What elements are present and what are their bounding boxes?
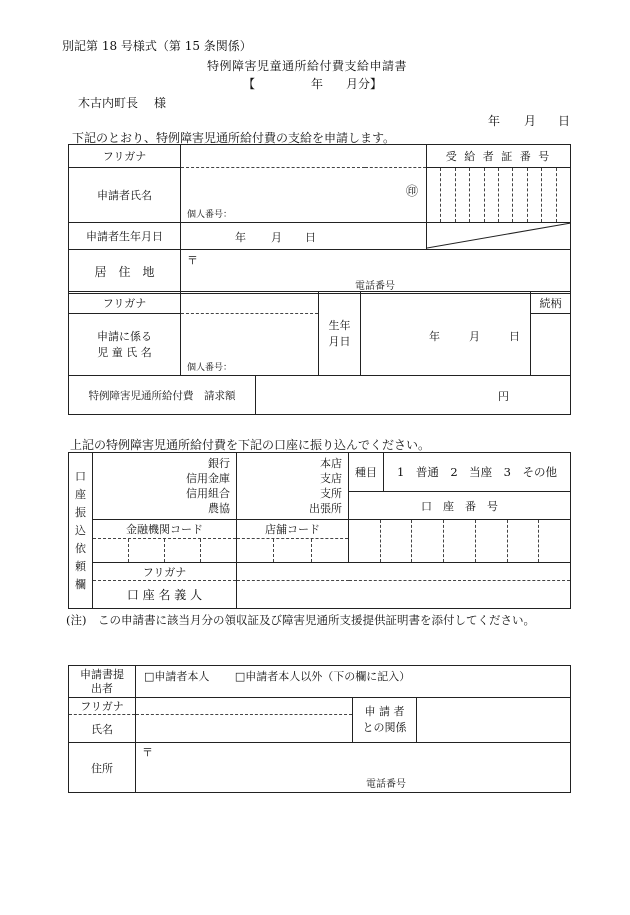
bank-intro: 上記の特例障害児通所給付費を下記の口座に振り込んでください。 (70, 438, 431, 452)
account-kind-label: 種目 (349, 453, 384, 491)
applicant-phone-label: 電話番号 (355, 281, 395, 292)
form-title: 特例障害児童通所給付費支給申請書 (207, 59, 408, 73)
cert-number-boxes[interactable] (427, 168, 571, 223)
period-open: 【 (243, 77, 256, 91)
relation-line2: との関係 (362, 721, 407, 734)
relation-line1: 申 請 者 (364, 705, 405, 718)
date-year: 年 (488, 114, 501, 128)
bank-type: 信用組合 (186, 487, 230, 500)
birth-month: 月 (271, 231, 282, 244)
side-char: 頼 (75, 559, 86, 573)
child-birth-line2: 月日 (328, 334, 351, 348)
date-month: 月 (524, 114, 537, 128)
form-reference: 別記第 18 号様式（第 15 条関係） (62, 39, 252, 53)
side-char: 欄 (75, 577, 86, 591)
submitter-address-label: 住所 (69, 743, 136, 793)
bank-type: 農協 (208, 502, 230, 515)
cert-number-label: 受 給 者 証 番 号 (427, 145, 571, 168)
institution-code-label: 金融機関コード (93, 520, 236, 539)
birth-year: 年 (235, 231, 246, 244)
child-birth-line1: 生年 (328, 318, 351, 332)
child-furigana-field[interactable] (181, 292, 319, 314)
account-number-label: 口 座 番 号 (421, 499, 498, 513)
account-kind-options[interactable]: 1 普通 2 当座 3 その他 (397, 465, 557, 479)
applicant-birth-field[interactable] (181, 223, 427, 250)
submitter-postal-mark: 〒 (142, 746, 153, 759)
applicant-birth-label: 申請者生年月日 (69, 223, 181, 250)
side-char: 振 (75, 505, 86, 519)
child-name-label (69, 314, 181, 376)
address-field[interactable] (181, 250, 571, 294)
child-birth-day: 日 (509, 330, 520, 343)
period-month: 月分】 (346, 77, 383, 91)
option-self-checkbox[interactable]: □申請者本人 (144, 670, 210, 683)
relation-to-applicant-label (353, 698, 417, 743)
diagonal-cell (427, 223, 571, 250)
relation-label: 続柄 (531, 292, 571, 314)
child-birth-label (319, 292, 361, 376)
child-personal-number-label: 個人番号： (187, 363, 233, 373)
side-char: 込 (75, 523, 86, 537)
bank-type: 信用金庫 (186, 472, 230, 485)
child-table (68, 291, 571, 415)
submitter-address-field[interactable] (136, 743, 571, 793)
addressee: 木古内町長 (78, 96, 139, 110)
holder-field[interactable] (237, 581, 571, 609)
child-furigana-label: フリガナ (69, 292, 181, 314)
relation-to-applicant-field[interactable] (417, 698, 571, 743)
submitter-label-line2: 出者 (91, 681, 113, 695)
holder-furigana-field[interactable] (237, 563, 571, 581)
submitter-name-label: 氏名 (69, 715, 136, 743)
option-other-checkbox[interactable]: □申請者本人以外（下の欄に記入） (234, 670, 411, 683)
bank-side-label (69, 453, 93, 609)
branch-code-label: 店舗コード (237, 520, 348, 539)
branch-type: 出張所 (309, 502, 342, 515)
seal-mark: ㊞ (405, 184, 418, 198)
account-number-boxes[interactable] (349, 520, 571, 563)
applicant-table (68, 144, 571, 294)
relation-field[interactable] (531, 314, 571, 376)
holder-furigana-label: フリガナ (93, 563, 237, 581)
child-birth-year: 年 (429, 330, 440, 343)
institution-code-cell[interactable] (93, 520, 237, 563)
child-birth-field[interactable] (361, 292, 531, 376)
branch-type: 本店 (320, 457, 342, 470)
account-kind-cell (349, 453, 571, 520)
applicant-personal-number-label: 個人番号： (187, 210, 233, 220)
branch-type: 支店 (320, 472, 342, 485)
bank-table (68, 452, 571, 609)
submitter-label-line1: 申請書提 (80, 667, 124, 681)
intro-text: 下記のとおり、特例障害児通所給付費の支給を申請します。 (72, 131, 396, 145)
applicant-furigana-label: フリガナ (69, 145, 181, 168)
claim-amount-field[interactable] (256, 376, 570, 414)
side-char: 依 (75, 541, 86, 555)
submitter-table (68, 665, 571, 793)
branch-code-cell[interactable] (237, 520, 349, 563)
child-name-line1: 申請に係る (97, 329, 152, 343)
child-name-field[interactable] (181, 314, 319, 376)
submitter-name-field[interactable] (136, 715, 353, 743)
addressee-suffix: 様 (154, 96, 167, 110)
side-char: 座 (75, 487, 86, 501)
attachment-note: (注) この申請書に該当月分の領収証及び障害児通所支援提供証明書を添付してください。 (66, 613, 535, 627)
address-label: 居 住 地 (69, 250, 181, 294)
period-year: 年 (311, 77, 324, 91)
child-birth-month: 月 (469, 330, 480, 343)
applicant-furigana-field[interactable] (181, 145, 427, 168)
side-char: 口 (75, 469, 86, 483)
applicant-name-field[interactable] (181, 168, 427, 223)
claim-row (69, 376, 571, 415)
branch-type-list (237, 453, 349, 520)
holder-label: 口 座 名 義 人 (93, 581, 237, 609)
submitter-furigana-label: フリガナ (69, 698, 136, 715)
claim-label: 特例障害児通所給付費 請求額 (69, 376, 256, 414)
submitter-furigana-field[interactable] (136, 698, 353, 715)
bank-type-list (93, 453, 237, 520)
bank-type: 銀行 (208, 457, 230, 470)
date-day: 日 (558, 114, 571, 128)
submitter-options (136, 666, 571, 698)
postal-mark: 〒 (187, 254, 198, 267)
applicant-name-label: 申請者氏名 (69, 168, 181, 223)
submitter-label (69, 666, 136, 698)
child-name-line2: 児 童 氏 名 (97, 345, 152, 359)
birth-day: 日 (305, 231, 316, 244)
submitter-phone-label: 電話番号 (366, 779, 406, 790)
yen-label: 円 (498, 390, 509, 403)
branch-type: 支所 (320, 487, 342, 500)
